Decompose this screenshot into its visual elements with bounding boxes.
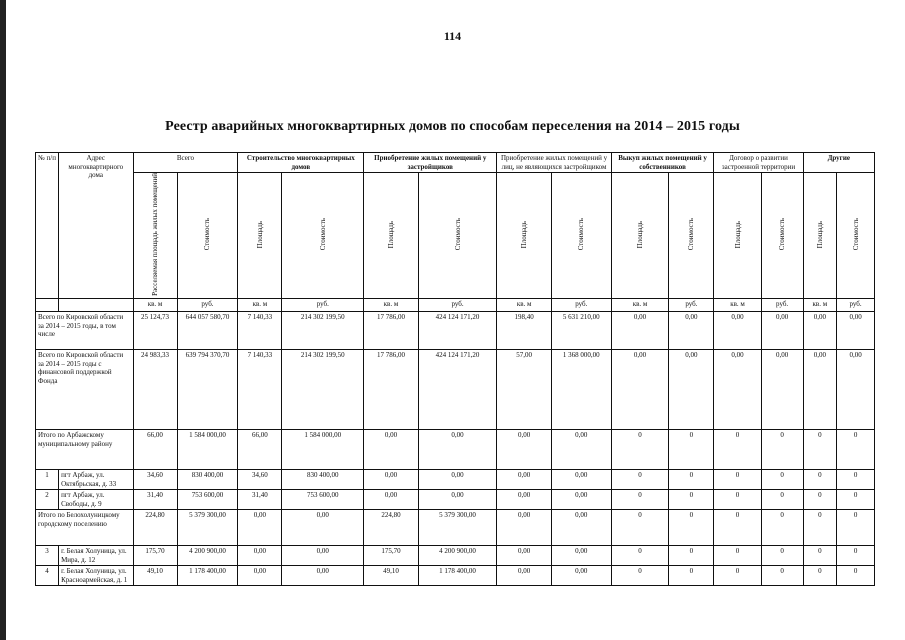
value-cell: 0 bbox=[803, 510, 837, 546]
value-cell: 34,60 bbox=[133, 470, 177, 490]
value-cell: 17 786,00 bbox=[364, 350, 419, 430]
total-row bbox=[36, 430, 875, 470]
group-header-purchase-developers: Приобретение жилых помещений у застройщиков bbox=[364, 153, 497, 173]
value-cell: 1 178 400,00 bbox=[177, 566, 238, 586]
value-cell: 0 bbox=[611, 546, 669, 566]
value-cell: 0,00 bbox=[837, 312, 875, 350]
value-cell: 5 631 210,00 bbox=[551, 312, 611, 350]
row-address: г. Белая Холуница, ул. Красноармейская, д. 1 bbox=[59, 566, 133, 586]
registry-table bbox=[35, 152, 875, 586]
row-address: г. Белая Холуница, ул. Мира, д. 12 bbox=[59, 546, 133, 566]
value-cell: 0,00 bbox=[497, 566, 552, 586]
col-address-header: Адрес многоквартирного дома bbox=[59, 153, 133, 299]
value-cell: 0 bbox=[837, 430, 875, 470]
group-header-construction: Строительство многоквартирных домов bbox=[238, 153, 364, 173]
row-label: Итого по Белохолуницкому городскому поселению bbox=[36, 510, 134, 546]
unit-area: кв. м bbox=[238, 299, 282, 312]
sub-header-cost: Стоимость bbox=[418, 173, 497, 299]
value-cell: 0 bbox=[714, 430, 761, 470]
sub-header-cost: Стоимость bbox=[551, 173, 611, 299]
sub-header-cost: Стоимость bbox=[177, 173, 238, 299]
value-cell: 0 bbox=[669, 490, 714, 510]
value-cell: 57,00 bbox=[497, 350, 552, 430]
unit-rub: руб. bbox=[669, 299, 714, 312]
unit-rub: руб. bbox=[761, 299, 803, 312]
value-cell: 4 200 900,00 bbox=[177, 546, 238, 566]
value-cell: 0 bbox=[803, 566, 837, 586]
value-cell: 0 bbox=[611, 490, 669, 510]
value-cell: 0 bbox=[611, 566, 669, 586]
value-cell: 25 124,73 bbox=[133, 312, 177, 350]
value-cell: 0,00 bbox=[551, 490, 611, 510]
value-cell: 0,00 bbox=[497, 470, 552, 490]
value-cell: 0 bbox=[611, 430, 669, 470]
row-label: Всего по Кировской области за 2014 – 2015 годы с финансовой поддержкой Фонда bbox=[36, 350, 134, 430]
sub-header-area: Площадь bbox=[714, 173, 761, 299]
unit-rub: руб. bbox=[177, 299, 238, 312]
value-cell: 0,00 bbox=[497, 490, 552, 510]
value-cell: 0,00 bbox=[551, 510, 611, 546]
value-cell: 175,70 bbox=[364, 546, 419, 566]
value-cell: 0,00 bbox=[418, 430, 497, 470]
value-cell: 830 400,00 bbox=[282, 470, 364, 490]
total-row bbox=[36, 510, 875, 546]
table-body bbox=[36, 312, 875, 586]
row-address: пгт Арбаж, ул. Свободы, д. 9 bbox=[59, 490, 133, 510]
value-cell: 0,00 bbox=[551, 430, 611, 470]
value-cell: 224,80 bbox=[364, 510, 419, 546]
value-cell: 0,00 bbox=[497, 430, 552, 470]
sub-header-area: Площадь bbox=[497, 173, 552, 299]
units-row bbox=[36, 299, 875, 312]
value-cell: 0,00 bbox=[669, 312, 714, 350]
value-cell: 0 bbox=[714, 566, 761, 586]
unit-cell-empty bbox=[36, 299, 59, 312]
header-row-sub bbox=[36, 173, 875, 299]
value-cell: 424 124 171,20 bbox=[418, 312, 497, 350]
table-row bbox=[36, 566, 875, 586]
group-header-total: Всего bbox=[133, 153, 238, 173]
table-row bbox=[36, 490, 875, 510]
value-cell: 7 140,33 bbox=[238, 312, 282, 350]
value-cell: 0,00 bbox=[551, 546, 611, 566]
value-cell: 0,00 bbox=[282, 510, 364, 546]
value-cell: 5 379 300,00 bbox=[177, 510, 238, 546]
unit-rub: руб. bbox=[282, 299, 364, 312]
value-cell: 644 057 580,70 bbox=[177, 312, 238, 350]
value-cell: 214 302 199,50 bbox=[282, 350, 364, 430]
value-cell: 0,00 bbox=[364, 470, 419, 490]
value-cell: 0 bbox=[669, 430, 714, 470]
sub-header-area: Площадь bbox=[611, 173, 669, 299]
value-cell: 0 bbox=[837, 566, 875, 586]
value-cell: 0 bbox=[761, 546, 803, 566]
sub-header-cost: Стоимость bbox=[282, 173, 364, 299]
value-cell: 31,40 bbox=[133, 490, 177, 510]
value-cell: 0 bbox=[837, 510, 875, 546]
value-cell: 0 bbox=[714, 510, 761, 546]
sub-header-total-area: Расселяемая площадь жилых помещений bbox=[133, 173, 177, 299]
value-cell: 0,00 bbox=[364, 430, 419, 470]
value-cell: 0 bbox=[714, 490, 761, 510]
value-cell: 0 bbox=[714, 546, 761, 566]
group-header-development-agreement: Договор о развитии застроенной территории bbox=[714, 153, 803, 173]
value-cell: 0,00 bbox=[238, 566, 282, 586]
value-cell: 0,00 bbox=[803, 312, 837, 350]
value-cell: 0,00 bbox=[551, 566, 611, 586]
value-cell: 0 bbox=[669, 470, 714, 490]
scan-edge bbox=[0, 0, 6, 640]
value-cell: 0,00 bbox=[282, 566, 364, 586]
col-num-header: № п/п bbox=[36, 153, 59, 299]
group-header-purchase-non-developers: Приобретение жилых помещений у лиц, не являющихся застройщиком bbox=[497, 153, 611, 173]
value-cell: 0 bbox=[669, 510, 714, 546]
page-number: 114 bbox=[443, 29, 462, 43]
value-cell: 49,10 bbox=[133, 566, 177, 586]
value-cell: 0,00 bbox=[238, 546, 282, 566]
table-row bbox=[36, 546, 875, 566]
value-cell: 0 bbox=[803, 490, 837, 510]
value-cell: 0,00 bbox=[761, 312, 803, 350]
value-cell: 24 983,33 bbox=[133, 350, 177, 430]
value-cell: 0 bbox=[837, 470, 875, 490]
value-cell: 0,00 bbox=[282, 546, 364, 566]
row-index: 3 bbox=[36, 546, 59, 566]
value-cell: 753 600,00 bbox=[177, 490, 238, 510]
value-cell: 0,00 bbox=[497, 510, 552, 546]
value-cell: 0,00 bbox=[714, 312, 761, 350]
unit-rub: руб. bbox=[418, 299, 497, 312]
unit-area: кв. м bbox=[611, 299, 669, 312]
page-title: Реестр аварийных многоквартирных домов по способам переселения на 2014 – 2015 годы bbox=[165, 119, 740, 134]
sub-header-area: Площадь bbox=[803, 173, 837, 299]
value-cell: 175,70 bbox=[133, 546, 177, 566]
group-header-buyout: Выкуп жилых помещений у собственников bbox=[611, 153, 714, 173]
unit-rub: руб. bbox=[837, 299, 875, 312]
value-cell: 0,00 bbox=[551, 470, 611, 490]
value-cell: 0 bbox=[803, 470, 837, 490]
sub-header-cost: Стоимость bbox=[669, 173, 714, 299]
value-cell: 0 bbox=[803, 430, 837, 470]
value-cell: 424 124 171,20 bbox=[418, 350, 497, 430]
value-cell: 753 600,00 bbox=[282, 490, 364, 510]
value-cell: 0 bbox=[669, 546, 714, 566]
value-cell: 0,00 bbox=[714, 350, 761, 430]
value-cell: 198,40 bbox=[497, 312, 552, 350]
row-label: Всего по Кировской области за 2014 – 2015 годы, в том числе bbox=[36, 312, 134, 350]
total-row bbox=[36, 350, 875, 430]
sub-header-area: Площадь bbox=[238, 173, 282, 299]
unit-area: кв. м bbox=[364, 299, 419, 312]
value-cell: 0,00 bbox=[418, 490, 497, 510]
value-cell: 7 140,33 bbox=[238, 350, 282, 430]
value-cell: 0 bbox=[761, 490, 803, 510]
value-cell: 0 bbox=[611, 470, 669, 490]
value-cell: 639 794 370,70 bbox=[177, 350, 238, 430]
value-cell: 1 584 000,00 bbox=[177, 430, 238, 470]
value-cell: 66,00 bbox=[133, 430, 177, 470]
value-cell: 0,00 bbox=[761, 350, 803, 430]
value-cell: 0 bbox=[669, 566, 714, 586]
value-cell: 1 178 400,00 bbox=[418, 566, 497, 586]
value-cell: 49,10 bbox=[364, 566, 419, 586]
value-cell: 5 379 300,00 bbox=[418, 510, 497, 546]
value-cell: 66,00 bbox=[238, 430, 282, 470]
value-cell: 4 200 900,00 bbox=[418, 546, 497, 566]
unit-cell-empty bbox=[59, 299, 133, 312]
value-cell: 1 368 000,00 bbox=[551, 350, 611, 430]
value-cell: 0 bbox=[761, 566, 803, 586]
value-cell: 0,00 bbox=[497, 546, 552, 566]
value-cell: 0,00 bbox=[611, 312, 669, 350]
unit-area: кв. м bbox=[803, 299, 837, 312]
total-row bbox=[36, 312, 875, 350]
sub-header-area: Площадь bbox=[364, 173, 419, 299]
value-cell: 0,00 bbox=[669, 350, 714, 430]
value-cell: 0,00 bbox=[837, 350, 875, 430]
unit-area: кв. м bbox=[714, 299, 761, 312]
row-index: 4 bbox=[36, 566, 59, 586]
value-cell: 31,40 bbox=[238, 490, 282, 510]
group-header-other: Другие bbox=[803, 153, 874, 173]
value-cell: 224,80 bbox=[133, 510, 177, 546]
row-index: 2 bbox=[36, 490, 59, 510]
header-row-groups bbox=[36, 153, 875, 173]
sub-header-cost: Стоимость bbox=[837, 173, 875, 299]
unit-area: кв. м bbox=[497, 299, 552, 312]
value-cell: 0,00 bbox=[418, 470, 497, 490]
value-cell: 0,00 bbox=[803, 350, 837, 430]
row-label: Итого по Арбажскому муниципальному району bbox=[36, 430, 134, 470]
value-cell: 0,00 bbox=[238, 510, 282, 546]
unit-rub: руб. bbox=[551, 299, 611, 312]
value-cell: 0 bbox=[837, 546, 875, 566]
unit-area: кв. м bbox=[133, 299, 177, 312]
row-address: пгт Арбаж, ул. Октябрьская, д. 33 bbox=[59, 470, 133, 490]
value-cell: 0,00 bbox=[611, 350, 669, 430]
table-row bbox=[36, 470, 875, 490]
value-cell: 0,00 bbox=[364, 490, 419, 510]
value-cell: 34,60 bbox=[238, 470, 282, 490]
sub-header-cost: Стоимость bbox=[761, 173, 803, 299]
value-cell: 0 bbox=[761, 430, 803, 470]
row-index: 1 bbox=[36, 470, 59, 490]
value-cell: 17 786,00 bbox=[364, 312, 419, 350]
value-cell: 0 bbox=[611, 510, 669, 546]
value-cell: 830 400,00 bbox=[177, 470, 238, 490]
value-cell: 0 bbox=[837, 490, 875, 510]
value-cell: 0 bbox=[803, 546, 837, 566]
value-cell: 0 bbox=[761, 470, 803, 490]
value-cell: 0 bbox=[714, 470, 761, 490]
value-cell: 214 302 199,50 bbox=[282, 312, 364, 350]
value-cell: 0 bbox=[761, 510, 803, 546]
value-cell: 1 584 000,00 bbox=[282, 430, 364, 470]
